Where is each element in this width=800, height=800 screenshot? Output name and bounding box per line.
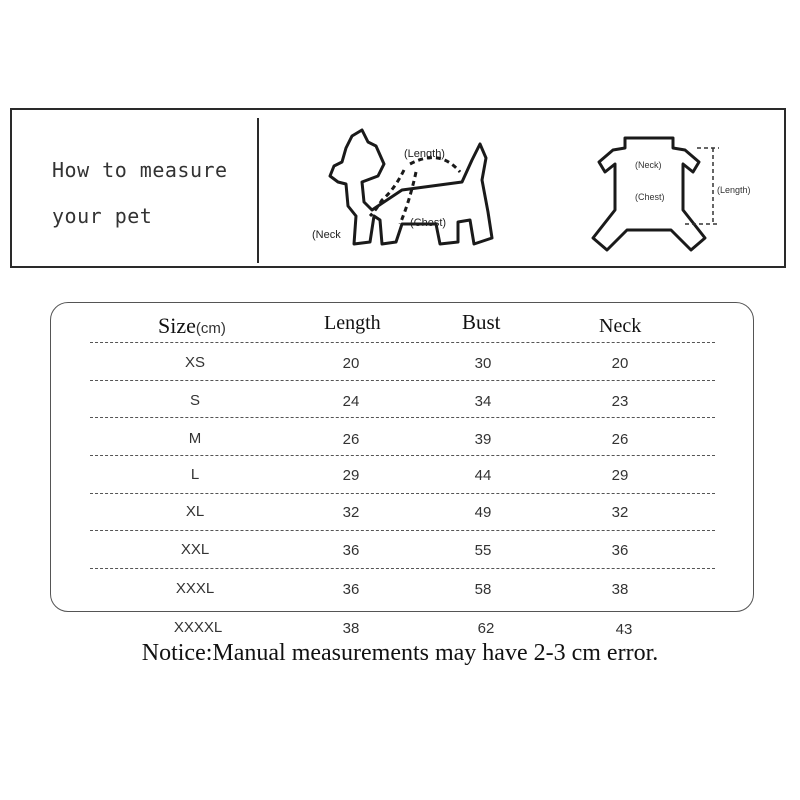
size-cell: XS xyxy=(184,354,205,371)
measurement-notice: Notice:Manual measurements may have 2-3 cm error. xyxy=(141,640,659,666)
bust-cell: 44 xyxy=(474,467,492,484)
pet-shirt-diagram xyxy=(587,120,777,265)
length-cell: 38 xyxy=(342,620,360,637)
size-cell: XXXXL xyxy=(173,619,223,636)
size-cell: L xyxy=(190,466,200,483)
table-divider xyxy=(90,493,715,494)
size-cell: XXL xyxy=(180,541,210,558)
size-unit-label: (cm) xyxy=(195,320,226,337)
dog-chest-label: (Chest) xyxy=(410,217,447,229)
neck-cell: 26 xyxy=(611,431,629,448)
length-cell: 36 xyxy=(342,542,360,559)
length-cell: 36 xyxy=(342,581,360,598)
length-cell: 32 xyxy=(342,504,360,521)
table-divider xyxy=(90,417,715,418)
dog-outline-diagram xyxy=(312,120,522,265)
bust-cell: 39 xyxy=(474,431,492,448)
neck-cell: 43 xyxy=(615,621,633,638)
shirt-chest-label: (Chest) xyxy=(635,192,665,202)
neck-cell: 20 xyxy=(611,355,629,372)
length-cell: 26 xyxy=(342,431,360,448)
length-header: Length xyxy=(324,312,381,334)
bust-cell: 34 xyxy=(474,393,492,410)
neck-header: Neck xyxy=(599,315,642,337)
bust-cell: 58 xyxy=(474,581,492,598)
shirt-length-label: (Length) xyxy=(717,185,751,195)
dog-neck-label: (Neck xyxy=(312,229,341,241)
neck-cell: 23 xyxy=(611,393,629,410)
guide-title-line1: How to measure xyxy=(52,158,228,182)
shirt-neck-label: (Neck) xyxy=(635,160,662,170)
bust-header: Bust xyxy=(462,310,501,334)
table-divider xyxy=(90,342,715,343)
size-header-label: Size xyxy=(158,313,196,338)
bust-cell: 62 xyxy=(477,620,495,637)
table-divider xyxy=(90,568,715,569)
neck-cell: 32 xyxy=(611,504,629,521)
dog-length-label: (Length) xyxy=(404,148,445,160)
length-cell: 29 xyxy=(342,467,360,484)
table-divider xyxy=(90,380,715,381)
size-cell: S xyxy=(189,392,200,409)
table-divider xyxy=(90,455,715,456)
table-divider xyxy=(90,530,715,531)
measure-guide-panel xyxy=(10,108,786,268)
neck-cell: 36 xyxy=(611,542,629,559)
bust-cell: 30 xyxy=(474,355,492,372)
length-cell: 20 xyxy=(342,355,360,372)
bust-cell: 55 xyxy=(474,542,492,559)
neck-cell: 29 xyxy=(611,467,629,484)
size-cell: M xyxy=(188,430,202,447)
panel-divider xyxy=(257,118,259,263)
bust-cell: 49 xyxy=(474,504,492,521)
size-cell: XL xyxy=(185,503,205,520)
size-table-frame xyxy=(50,302,754,612)
size-cell: XXXL xyxy=(175,580,215,597)
size-header xyxy=(158,313,226,339)
guide-title-line2: your pet xyxy=(52,204,153,228)
neck-cell: 38 xyxy=(611,581,629,598)
length-cell: 24 xyxy=(342,393,360,410)
